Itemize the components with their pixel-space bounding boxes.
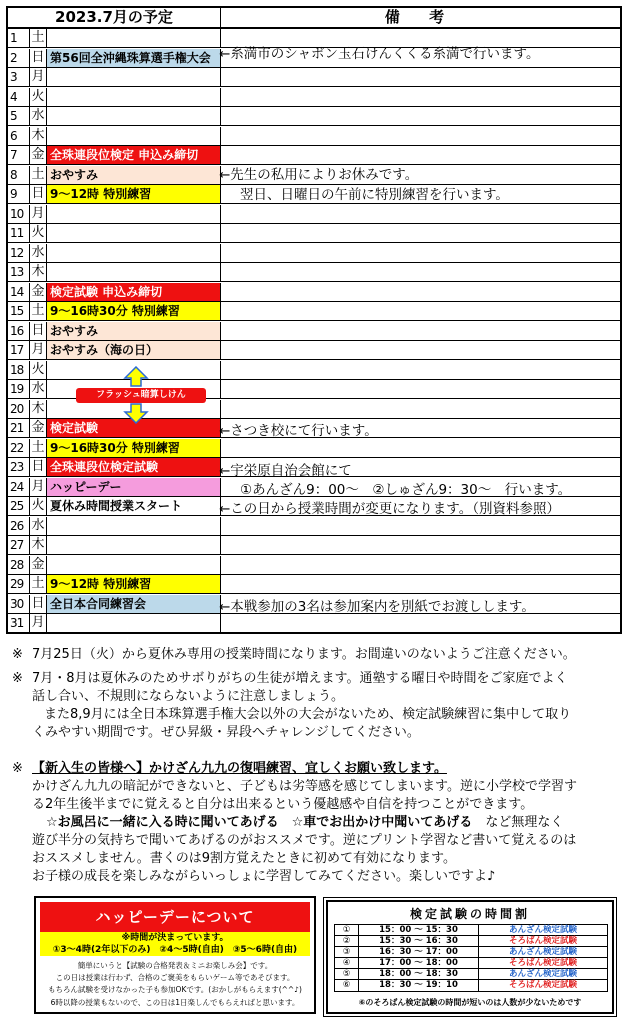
- day-number: 10: [8, 205, 30, 223]
- day-event: [47, 517, 221, 535]
- day-event: 全珠連段位検定 申込み締切: [47, 146, 221, 164]
- weekday: 日: [30, 595, 47, 613]
- day-number: 5: [8, 107, 30, 125]
- day-event: [47, 244, 221, 262]
- day-row: [8, 439, 620, 458]
- day-row: [8, 517, 620, 536]
- day-event: [47, 107, 221, 125]
- day-number: 20: [8, 400, 30, 418]
- weekday: 木: [30, 127, 47, 145]
- day-event: 夏休み時間授業スタート: [47, 497, 221, 515]
- weekday: 土: [30, 302, 47, 320]
- remark-day-8: ←先生の私用によりお休みです。: [219, 167, 419, 183]
- session-number: ⑤: [335, 969, 359, 979]
- happy-day-times: ※時間が決まっています。 ①3～4時(2年以下のみ) ②4～5時(自由) ③5～6時(自由): [40, 932, 310, 956]
- day-number: 4: [8, 88, 30, 106]
- weekday: 日: [30, 458, 47, 476]
- new-students-heading: 【新入生の皆様へ】かけざん九九の復唱練習、宜しくお願い致します。: [32, 761, 447, 776]
- weekday: 日: [30, 49, 47, 67]
- day-event: [47, 68, 221, 86]
- day-number: 11: [8, 224, 30, 242]
- day-row: [8, 614, 620, 633]
- remark-day-30: ←本戦参加の3名は参加案内を別紙でお渡しします。: [219, 599, 535, 615]
- day-row: [8, 107, 620, 126]
- remark-day-24: ①あんざん9：00～ ②しゅざん9：30～ 行います。: [240, 482, 572, 498]
- timetable-row: [335, 947, 607, 958]
- session-kind: あんざん検定試験: [508, 947, 577, 957]
- day-number: 22: [8, 439, 30, 457]
- day-number: 3: [8, 68, 30, 86]
- day-number: 14: [8, 283, 30, 301]
- day-number: 21: [8, 419, 30, 437]
- happy-day-title: ハッピーデーについて: [40, 902, 310, 932]
- day-row: [8, 205, 620, 224]
- day-number: 31: [8, 614, 30, 633]
- day-number: 1: [8, 29, 30, 47]
- weekday: 月: [30, 205, 47, 223]
- day-row: [8, 302, 620, 321]
- day-event: 9～16時30分 特別練習: [47, 302, 221, 320]
- session-number: ④: [335, 958, 359, 968]
- weekday: 木: [30, 263, 47, 281]
- session-time: 18：00 ～ 18：30: [359, 969, 479, 979]
- timetable-row: [335, 936, 607, 947]
- session-time: 15：30 ～ 16：30: [359, 936, 479, 946]
- day-event: [47, 536, 221, 554]
- weekday: 月: [30, 614, 47, 633]
- day-number: 30: [8, 595, 30, 613]
- day-row: [8, 224, 620, 243]
- day-event: 全珠連段位検定試験: [47, 458, 221, 476]
- weekday: 水: [30, 517, 47, 535]
- schedule-table: [6, 6, 622, 634]
- note-new-students: ※ 【新入生の皆様へ】かけざん九九の復唱練習、宜しくお願い致します。 かけざん九九の暗記ができないと、子どもは劣等感を感じてしまいます。逆に小学校で学習す る2年生後半までに覚えると自分は出来るという優越感や自信を持つことができます。 ☆お風呂に一緒に入る時に聞いてあげる ☆車でお出かけ中聞いてあげる など無理なく 遊び半分の気持ちで聞いてあげるのがおススメです。逆にプリント学習など書いて覚えるのは おススメしません。書くのは9割方覚えたときに初めて有効になります。 お子様の成長を楽しみながらいっしょに学習してみてください。楽しいですよ♪: [12, 760, 618, 886]
- remarks-title: 備 考: [221, 8, 620, 29]
- weekday: 火: [30, 224, 47, 242]
- timetable-row: [335, 925, 607, 936]
- session-time: 17：00 ～ 18：00: [359, 958, 479, 968]
- session-kind: あんざん検定試験: [508, 969, 577, 979]
- day-row: [8, 556, 620, 575]
- session-kind: そろばん検定試験: [508, 980, 577, 990]
- day-event: [47, 127, 221, 145]
- day-event: ハッピーデー: [47, 478, 221, 496]
- session-number: ①: [335, 925, 359, 935]
- weekday: 土: [30, 439, 47, 457]
- session-number: ②: [335, 936, 359, 946]
- day-number: 27: [8, 536, 30, 554]
- day-number: 13: [8, 263, 30, 281]
- day-row: [8, 575, 620, 594]
- day-event: 全日本合同練習会: [47, 595, 221, 613]
- day-event: 第56回全沖縄珠算選手権大会: [47, 49, 221, 67]
- weekday: 水: [30, 244, 47, 262]
- session-time: 18：30 ～ 19：10: [359, 980, 479, 991]
- day-number: 17: [8, 341, 30, 359]
- month-title: 2023.7月の予定: [8, 8, 221, 29]
- day-event: [47, 224, 221, 242]
- weekday: 木: [30, 400, 47, 418]
- day-row: [8, 322, 620, 341]
- day-event: [47, 614, 221, 633]
- weekday: 土: [30, 29, 47, 47]
- session-time: 15：00 ～ 15：30: [359, 925, 479, 935]
- day-number: 26: [8, 517, 30, 535]
- day-event: [47, 88, 221, 106]
- day-row: [8, 88, 620, 107]
- remark-day-2: ←糸満市のシャボン玉石けんくくる糸満で行います。: [219, 46, 540, 62]
- remark-day-9: 翌日、日曜日の午前に特別練習を行います。: [240, 187, 509, 203]
- day-event: 9～12時 特別練習: [47, 185, 221, 203]
- day-number: 28: [8, 556, 30, 574]
- weekday: 木: [30, 536, 47, 554]
- session-kind: そろばん検定試験: [508, 936, 577, 946]
- weekday: 月: [30, 478, 47, 496]
- timetable-rows: [334, 924, 608, 992]
- weekday: 火: [30, 361, 47, 379]
- day-row: [8, 68, 620, 87]
- note-summer-schedule: ※ 7月25日（火）から夏休み専用の授業時間になります。お間違いのないようご注意ください。: [12, 647, 576, 662]
- note-summer-practice: ※ 7月・8月は夏休みのためサボりがちの生徒が増えます。通塾する曜日や時間をご家庭でよく 話し合い、不規則にならないように注意しましょう。 また8,9月には全日本珠算選手権大会以外の大会がないため、検定試験練習に集中して取り くみやすい期間です。ぜひ昇級・昇段へチャレンジしてください。: [12, 671, 572, 740]
- day-event: 9～12時 特別練習: [47, 575, 221, 593]
- day-event: おやすみ（海の日）: [47, 341, 221, 359]
- weekday: 水: [30, 107, 47, 125]
- day-row: [8, 244, 620, 263]
- remark-day-23: ←宇栄原自治会館にて: [219, 463, 352, 479]
- session-time: 16：30 ～ 17：00: [359, 947, 479, 957]
- weekday: 金: [30, 419, 47, 437]
- day-number: 15: [8, 302, 30, 320]
- remark-day-21: ←さつき校にて行います。: [219, 423, 378, 439]
- day-number: 29: [8, 575, 30, 593]
- day-number: 23: [8, 458, 30, 476]
- day-row: [8, 283, 620, 302]
- session-kind: あんざん検定試験: [508, 925, 577, 935]
- remark-day-25: ←この日から授業時間が変更になります。（別資料参照）: [219, 501, 560, 517]
- day-event: おやすみ: [47, 166, 221, 184]
- day-event: [47, 263, 221, 281]
- day-number: 24: [8, 478, 30, 496]
- day-number: 8: [8, 166, 30, 184]
- day-event: おやすみ: [47, 322, 221, 340]
- day-row: [8, 536, 620, 555]
- flash-anzan-indicator: [68, 366, 218, 424]
- weekday: 日: [30, 322, 47, 340]
- weekday: 土: [30, 575, 47, 593]
- weekday: 日: [30, 185, 47, 203]
- day-row: [8, 127, 620, 146]
- weekday: 火: [30, 88, 47, 106]
- day-number: 9: [8, 185, 30, 203]
- day-event: [47, 29, 221, 47]
- day-number: 2: [8, 49, 30, 67]
- flash-anzan-label: フラッシュ暗算しけん: [76, 388, 206, 403]
- timetable-row: [335, 958, 607, 969]
- weekday: 金: [30, 283, 47, 301]
- day-event: [47, 205, 221, 223]
- weekday: 月: [30, 68, 47, 86]
- day-row: [8, 341, 620, 360]
- day-number: 16: [8, 322, 30, 340]
- day-event: 検定試験: [47, 419, 221, 437]
- day-row: [8, 146, 620, 165]
- exam-timetable: [326, 900, 614, 1014]
- timetable-row: [335, 980, 607, 991]
- weekday: 金: [30, 556, 47, 574]
- day-number: 19: [8, 380, 30, 398]
- session-kind: そろばん検定試験: [508, 958, 577, 968]
- day-number: 6: [8, 127, 30, 145]
- day-number: 25: [8, 497, 30, 515]
- day-event: 検定試験 申込み締切: [47, 283, 221, 301]
- day-event: 9～16時30分 特別練習: [47, 439, 221, 457]
- weekday: 水: [30, 380, 47, 398]
- day-event: [47, 556, 221, 574]
- day-row: [8, 263, 620, 282]
- weekday: 金: [30, 146, 47, 164]
- day-number: 18: [8, 361, 30, 379]
- weekday: 土: [30, 166, 47, 184]
- day-number: 7: [8, 146, 30, 164]
- weekday: 月: [30, 341, 47, 359]
- weekday: 火: [30, 497, 47, 515]
- happy-day-box: ハッピーデーについて ※時間が決まっています。 ①3～4時(2年以下のみ) ②4～5時(自由) ③5～6時(自由) 簡単にいうと【試験の合格発表＆ミニお楽しみ会】です。 この日は授業は行わず、合格のご褒美をもらいゲーム等であそびます。 もちろん試験を受けなかった子も参加OKです。(おかしがもらえます(^^♪) 6時以降の授業もないので、この日は1日楽しんでもらえればと思います。: [34, 896, 316, 1014]
- timetable-footer: ⑥のそろばん検定試験の時間が短いのは人数が少ないためです: [358, 998, 582, 1007]
- day-number: 12: [8, 244, 30, 262]
- session-number: ③: [335, 947, 359, 957]
- timetable-title: 検定試験の時間割: [409, 907, 530, 921]
- session-number: ⑥: [335, 980, 359, 991]
- timetable-row: [335, 969, 607, 980]
